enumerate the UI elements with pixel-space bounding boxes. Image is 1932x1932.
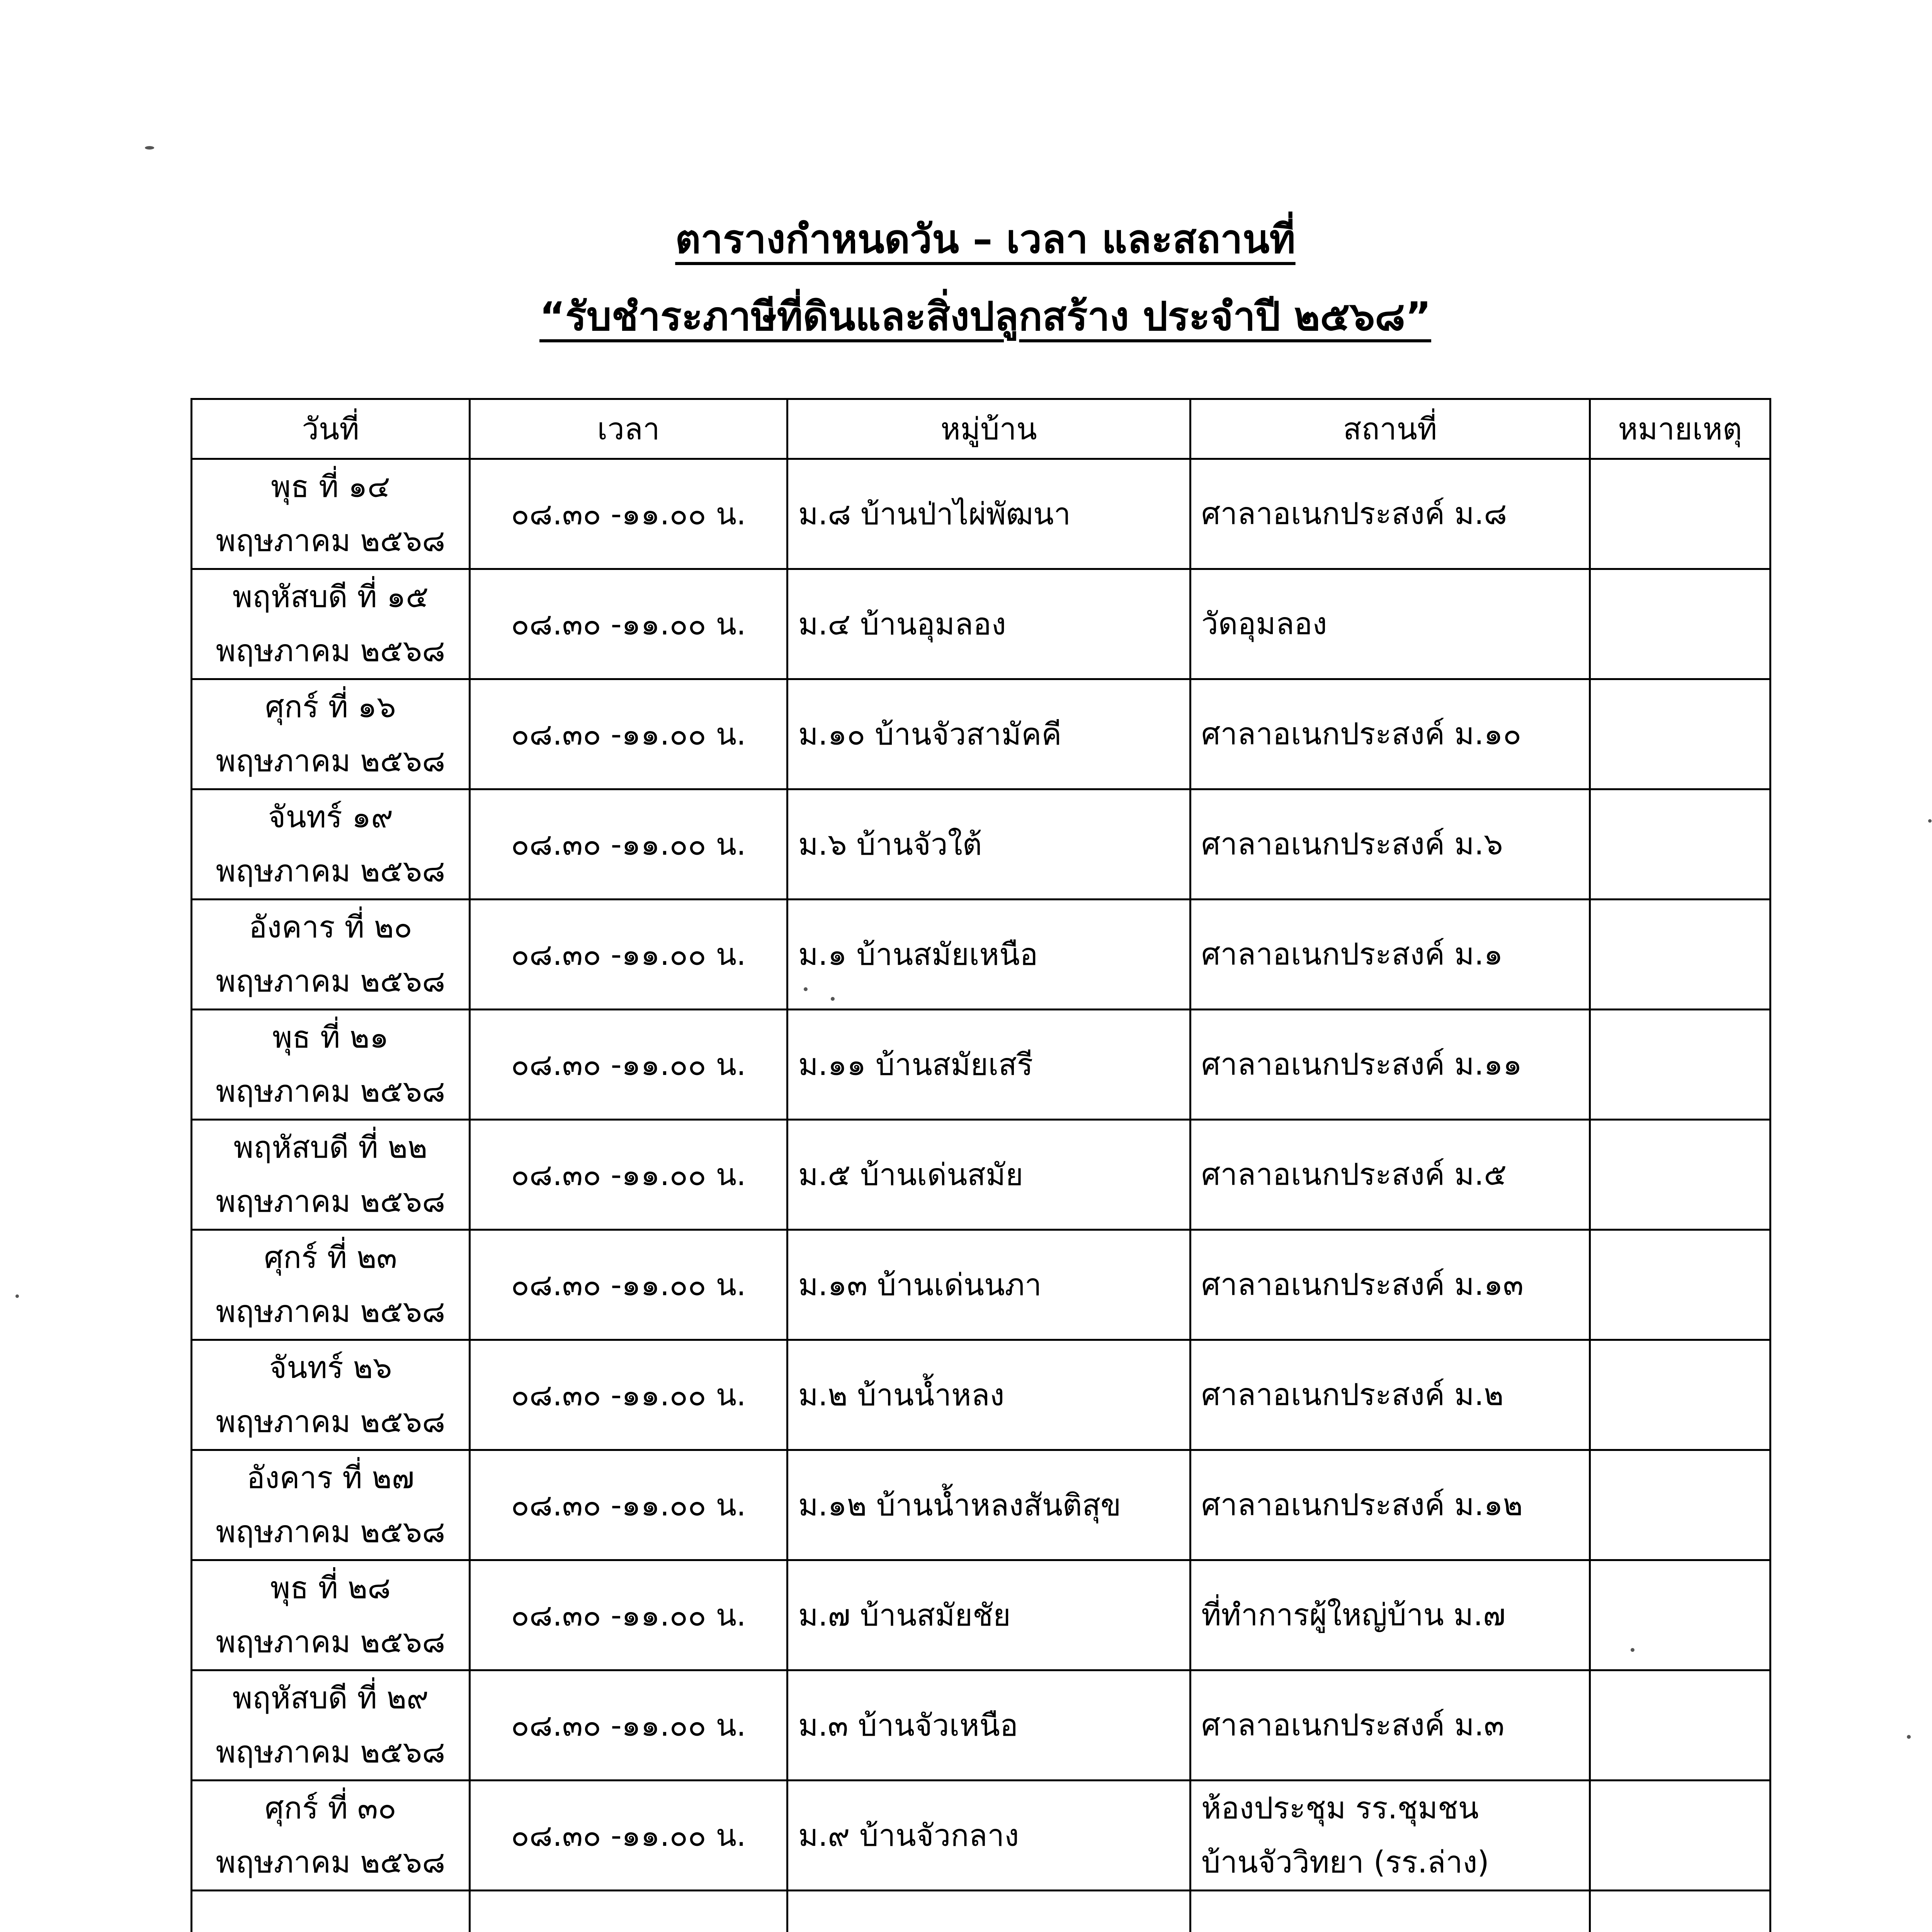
day-text: อังคาร ที่ ๒๗ xyxy=(247,1461,415,1495)
empty-row xyxy=(192,1891,1770,1932)
note-cell xyxy=(1590,569,1770,679)
title-line-2: “รับชำระภาษีที่ดินและสิ่งปลูกสร้าง ประจำปี ๒๕๖๘” xyxy=(539,294,1431,340)
header-note: หมายเหตุ xyxy=(1590,399,1770,459)
date-cell xyxy=(192,1340,470,1450)
village-cell: ม.๑ บ้านสมัยเหนือ xyxy=(787,900,1190,1010)
note-cell xyxy=(1590,1781,1770,1891)
date-cell xyxy=(192,1670,470,1781)
table-row xyxy=(192,789,1770,900)
time-cell: ๐๘.๓๐ -๑๑.๐๐ น. xyxy=(470,1010,787,1120)
date-cell xyxy=(192,789,470,900)
table-row xyxy=(192,1340,1770,1450)
village-cell: ม.๑๑ บ้านสมัยเสรี xyxy=(787,1010,1190,1120)
empty-cell xyxy=(1590,1891,1770,1932)
place-text: ศาลาอเนกประสงค์ ม.๕ xyxy=(1201,1157,1507,1192)
schedule-body xyxy=(192,459,1770,1932)
village-cell: ม.๗ บ้านสมัยชัย xyxy=(787,1560,1190,1670)
date-cell xyxy=(192,1120,470,1230)
time-cell: ๐๘.๓๐ -๑๑.๐๐ น. xyxy=(470,789,787,900)
note-cell xyxy=(1590,1340,1770,1450)
day-text: ศุกร์ ที่ ๑๖ xyxy=(265,690,396,724)
note-cell xyxy=(1590,1230,1770,1340)
place-text: ศาลาอเนกประสงค์ ม.๘ xyxy=(1201,497,1507,531)
village-cell: ม.๕ บ้านเด่นสมัย xyxy=(787,1120,1190,1230)
month-text: พฤษภาคม ๒๕๖๘ xyxy=(216,1294,446,1329)
schedule-table xyxy=(190,398,1771,1932)
place-cell xyxy=(1190,1670,1590,1781)
scan-speck xyxy=(831,997,835,1001)
time-cell: ๐๘.๓๐ -๑๑.๐๐ น. xyxy=(470,1340,787,1450)
village-cell: ม.๑๒ บ้านน้ำหลงสันติสุข xyxy=(787,1450,1190,1560)
day-text: จันทร์ ๒๖ xyxy=(269,1350,392,1385)
place-text: ศาลาอเนกประสงค์ ม.๑๒ xyxy=(1201,1488,1523,1522)
place-cell xyxy=(1190,1560,1590,1670)
day-text: ศุกร์ ที่ ๒๓ xyxy=(264,1240,397,1275)
note-cell xyxy=(1590,1670,1770,1781)
table-row xyxy=(192,459,1770,569)
table-row xyxy=(192,1781,1770,1891)
note-cell xyxy=(1590,679,1770,789)
table-row xyxy=(192,1010,1770,1120)
title-line-1: ตารางกำหนดวัน – เวลา และสถานที่ xyxy=(675,216,1296,262)
date-cell xyxy=(192,569,470,679)
day-text: พุธ ที่ ๒๑ xyxy=(272,1020,389,1055)
date-cell xyxy=(192,1560,470,1670)
village-cell: ม.๖ บ้านจัวใต้ xyxy=(787,789,1190,900)
village-cell: ม.๑๐ บ้านจัวสามัคคี xyxy=(787,679,1190,789)
village-cell: ม.๘ บ้านป่าไผ่พัฒนา xyxy=(787,459,1190,569)
table-row xyxy=(192,569,1770,679)
place-cell xyxy=(1190,459,1590,569)
empty-cell xyxy=(192,1891,470,1932)
place-cell xyxy=(1190,1450,1590,1560)
village-cell: ม.๙ บ้านจัวกลาง xyxy=(787,1781,1190,1891)
date-cell xyxy=(192,459,470,569)
place-cell xyxy=(1190,679,1590,789)
time-cell: ๐๘.๓๐ -๑๑.๐๐ น. xyxy=(470,1560,787,1670)
place-text: ที่ทำการผู้ใหญ่บ้าน ม.๗ xyxy=(1201,1598,1506,1633)
time-cell: ๐๘.๓๐ -๑๑.๐๐ น. xyxy=(470,1120,787,1230)
table-header-row xyxy=(192,399,1770,459)
day-text: ศุกร์ ที่ ๓๐ xyxy=(265,1791,396,1826)
table-row xyxy=(192,1560,1770,1670)
note-cell xyxy=(1590,1010,1770,1120)
header-place: สถานที่ xyxy=(1190,399,1590,459)
scan-speck xyxy=(1631,1648,1634,1652)
month-text: พฤษภาคม ๒๕๖๘ xyxy=(216,1184,446,1219)
scan-speck xyxy=(1928,819,1932,823)
place-text: ศาลาอเนกประสงค์ ม.๓ xyxy=(1201,1708,1505,1743)
day-text: พฤหัสบดี ที่ ๒๒ xyxy=(233,1130,428,1165)
document-title xyxy=(0,201,1932,355)
place-text: ศาลาอเนกประสงค์ ม.๖ xyxy=(1201,827,1503,862)
time-cell: ๐๘.๓๐ -๑๑.๐๐ น. xyxy=(470,569,787,679)
table-row xyxy=(192,679,1770,789)
day-text: พฤหัสบดี ที่ ๒๙ xyxy=(232,1681,429,1716)
place-cell xyxy=(1190,1120,1590,1230)
scan-speck xyxy=(15,1294,19,1298)
note-cell xyxy=(1590,1120,1770,1230)
month-text: พฤษภาคม ๒๕๖๘ xyxy=(216,1735,446,1770)
empty-cell xyxy=(787,1891,1190,1932)
table-row xyxy=(192,1670,1770,1781)
header-date: วันที่ xyxy=(192,399,470,459)
place-text-2: บ้านจัววิทยา (รร.ล่าง) xyxy=(1201,1845,1489,1880)
table-row xyxy=(192,1450,1770,1560)
header-village: หมู่บ้าน xyxy=(787,399,1190,459)
place-cell xyxy=(1190,789,1590,900)
day-text: จันทร์ ๑๙ xyxy=(268,800,393,835)
time-cell: ๐๘.๓๐ -๑๑.๐๐ น. xyxy=(470,900,787,1010)
month-text: พฤษภาคม ๒๕๖๘ xyxy=(216,1625,446,1660)
place-text: ศาลาอเนกประสงค์ ม.๑๐ xyxy=(1201,717,1522,752)
village-cell: ม.๔ บ้านอุมลอง xyxy=(787,569,1190,679)
date-cell xyxy=(192,1010,470,1120)
date-cell xyxy=(192,900,470,1010)
time-cell: ๐๘.๓๐ -๑๑.๐๐ น. xyxy=(470,1230,787,1340)
table-row xyxy=(192,900,1770,1010)
day-text: พฤหัสบดี ที่ ๑๕ xyxy=(232,580,429,614)
place-text: ศาลาอเนกประสงค์ ม.๑๓ xyxy=(1201,1267,1524,1302)
scan-speck xyxy=(1907,1735,1911,1739)
place-cell xyxy=(1190,1781,1590,1891)
place-cell xyxy=(1190,1010,1590,1120)
month-text: พฤษภาคม ๒๕๖๘ xyxy=(216,1405,446,1439)
village-cell: ม.๓ บ้านจัวเหนือ xyxy=(787,1670,1190,1781)
note-cell xyxy=(1590,900,1770,1010)
month-text: พฤษภาคม ๒๕๖๘ xyxy=(216,524,446,558)
date-cell xyxy=(192,1781,470,1891)
note-cell xyxy=(1590,1560,1770,1670)
month-text: พฤษภาคม ๒๕๖๘ xyxy=(216,964,446,999)
date-cell xyxy=(192,1450,470,1560)
village-cell: ม.๑๓ บ้านเด่นนภา xyxy=(787,1230,1190,1340)
place-text: ศาลาอเนกประสงค์ ม.๒ xyxy=(1201,1378,1504,1412)
empty-cell xyxy=(470,1891,787,1932)
date-cell xyxy=(192,1230,470,1340)
place-text: ห้องประชุม รร.ชุมชน xyxy=(1201,1791,1479,1826)
month-text: พฤษภาคม ๒๕๖๘ xyxy=(216,854,446,889)
place-text: ศาลาอเนกประสงค์ ม.๑ xyxy=(1201,937,1503,972)
scan-speck xyxy=(145,146,154,150)
note-cell xyxy=(1590,789,1770,900)
time-cell: ๐๘.๓๐ -๑๑.๐๐ น. xyxy=(470,1450,787,1560)
note-cell xyxy=(1590,1450,1770,1560)
month-text: พฤษภาคม ๒๕๖๘ xyxy=(216,1845,446,1880)
note-cell xyxy=(1590,459,1770,569)
day-text: อังคาร ที่ ๒๐ xyxy=(249,910,412,945)
day-text: พุธ ที่ ๑๔ xyxy=(271,469,390,504)
time-cell: ๐๘.๓๐ -๑๑.๐๐ น. xyxy=(470,459,787,569)
month-text: พฤษภาคม ๒๕๖๘ xyxy=(216,634,446,668)
place-text: ศาลาอเนกประสงค์ ม.๑๑ xyxy=(1201,1047,1522,1082)
place-cell xyxy=(1190,1340,1590,1450)
time-cell: ๐๘.๓๐ -๑๑.๐๐ น. xyxy=(470,1781,787,1891)
place-cell xyxy=(1190,569,1590,679)
village-cell: ม.๒ บ้านน้ำหลง xyxy=(787,1340,1190,1450)
place-text: วัดอุมลอง xyxy=(1201,607,1327,641)
month-text: พฤษภาคม ๒๕๖๘ xyxy=(216,1074,446,1109)
month-text: พฤษภาคม ๒๕๖๘ xyxy=(216,1515,446,1549)
day-text: พุธ ที่ ๒๘ xyxy=(270,1571,391,1605)
place-cell xyxy=(1190,900,1590,1010)
month-text: พฤษภาคม ๒๕๖๘ xyxy=(216,744,446,779)
time-cell: ๐๘.๓๐ -๑๑.๐๐ น. xyxy=(470,1670,787,1781)
place-cell xyxy=(1190,1230,1590,1340)
date-cell xyxy=(192,679,470,789)
table-row xyxy=(192,1230,1770,1340)
header-time: เวลา xyxy=(470,399,787,459)
scan-speck xyxy=(804,987,808,991)
table-row xyxy=(192,1120,1770,1230)
empty-cell xyxy=(1190,1891,1590,1932)
time-cell: ๐๘.๓๐ -๑๑.๐๐ น. xyxy=(470,679,787,789)
